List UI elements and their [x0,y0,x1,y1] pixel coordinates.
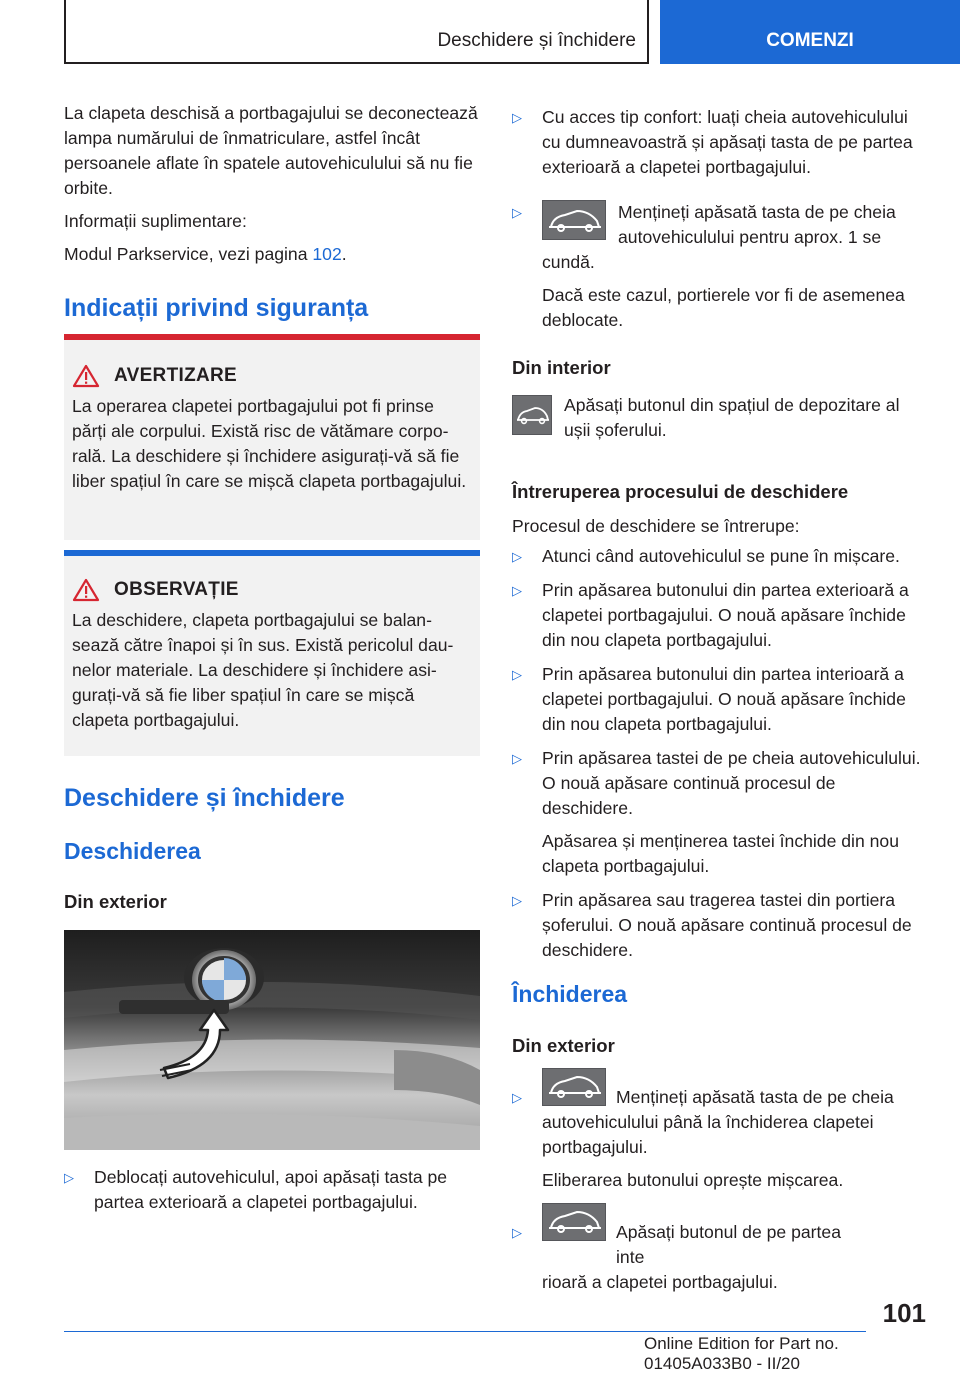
header-divider-right [647,0,649,64]
info-reference-text: Modul Parkservice, vezi pagina [64,244,313,264]
info-reference [64,242,480,267]
header-section-title: Deschidere și închidere [437,30,636,51]
bullet-icon: ▷ [512,549,522,564]
interrupt-heading: Întreruperea procesului de deschidere [512,481,849,502]
bullet-hold-continued: cundă. [542,252,595,272]
interrupt-item: Prin apăsarea sau tragerea tastei din portiera șoferului. O nouă apăsare continuă procesul de deschidere. [542,890,912,960]
from-outside-heading: Din exterior [64,891,167,912]
close-hold-continued: autovehiculului până la închiderea clapetei portbagajului. [542,1112,874,1157]
close-outside-heading: Din exterior [512,1035,615,1056]
trunk-button-photo [64,930,480,1150]
notice-text: La deschidere, clapeta portbagajului se balansează către înapoi și în sus. Există pericolul daunelor materiale. La deschidere și închidere asigurați-vă să fie liber spațiul în care se mișcă clapeta portbagajului. [72,610,454,730]
list-item [512,1068,928,1193]
bullet-hold-note: Dacă este cazul, portierele vor fi de asemenea deblocate. [542,285,905,330]
opening-heading: Deschiderea [64,838,201,864]
interrupt-item-note: Apăsarea și menținerea tastei închide din nou clapeta portbagajului. [542,831,899,876]
bullet-hold-text: Mențineți apăsată tasta de pe cheia autovehiculului pentru aprox. 1 se [618,202,896,247]
list-item [512,1203,928,1295]
close-press-text: Apăsați butonul de pe partea inte [616,1222,841,1267]
list-item [512,662,928,737]
interrupt-item: Prin apăsarea tastei de pe cheia autovehiculului. O nouă apăsare continuă procesul de deschidere. [542,748,921,818]
interrupt-item: Atunci când autovehiculul se pune în mișcare. [542,546,900,566]
trunk-illustration [64,930,480,1150]
bullet-icon: ▷ [512,205,522,220]
footer-rule [64,1331,866,1332]
bullet-icon: ▷ [512,893,522,908]
list-item [512,544,928,569]
notice-triangle-icon [72,578,100,602]
list-item [512,746,928,821]
footer-edition: Online Edition for Part no. 01405A033B0 - II/20 [644,1334,839,1373]
interrupt-list [512,544,928,963]
safety-heading: Indicații privind siguranța [64,294,369,322]
notice-header [64,556,480,602]
inside-text: Apăsați butonul din spațiul de depozitare al ușii șoferului. [564,395,900,440]
warning-header [64,340,480,388]
interrupt-intro: Procesul de deschidere se întrerupe: [512,516,800,536]
list-item [512,578,928,653]
interrupt-item: Prin apăsarea butonului din partea interioară a clapetei portbagajului. O nouă apăsare închide din nou clapeta portbagajului. [542,664,906,734]
bullet-icon: ▷ [512,667,522,682]
header-rule [64,62,649,64]
list-item [512,105,928,180]
bullet-icon: ▷ [512,1225,522,1240]
warning-title: AVERTIZARE [114,365,237,386]
bullet-comfort-text: Cu acces tip confort: luați cheia autovehiculului cu dumneavoastră și apăsați tasta de pe partea exterioară a clapetei portbagajului. [542,107,913,177]
list-item [64,1165,480,1215]
bullet-icon: ▷ [512,1090,522,1105]
list-item [512,888,928,963]
inside-instruction [512,393,928,443]
open-close-heading: Deschidere și închidere [64,784,345,812]
notice-title: OBSERVAȚIE [114,579,239,600]
info-label: Informații suplimentare: [64,211,247,231]
intro-paragraph: La clapeta deschisă a portbagajului se deconectează lampa numărului de înmatriculare, astfel încât persoanele aflate în spatele autovehiculului să nu fie orbite. [64,103,478,198]
warning-box [64,334,480,540]
warning-triangle-icon [72,364,100,388]
bullet-icon: ▷ [64,1170,74,1185]
bullet-icon: ▷ [512,583,522,598]
closing-heading: Închiderea [512,981,628,1007]
close-press-continued: rioară a clapetei portbagajului. [542,1272,778,1292]
notice-box [64,550,480,756]
page-header [0,0,960,66]
key-trunk-icon [542,1203,606,1241]
page-link[interactable]: 102 [312,244,342,264]
bullet-icon: ▷ [512,110,522,125]
from-inside-heading: Din interior [512,357,611,378]
key-trunk-icon [542,1068,606,1106]
info-reference-suffix: . [341,244,347,264]
list-item [512,200,928,333]
close-hold-note: Eliberarea butonului oprește mișcarea. [542,1170,844,1190]
intro-block [64,101,480,267]
interrupt-item: Prin apăsarea butonului din partea exterioară a clapetei portbagajului. O nouă apăsare închide din nou clapeta portbagajului. [542,580,909,650]
page-number: 101 [882,1298,926,1328]
door-button-icon [512,395,552,435]
warning-text: La operarea clapetei portbagajului pot fi prinse părți ale corpului. Există risc de vătămare corporală. La deschidere și închidere asigurați-vă să fie liber spațiul în care se mișcă clapeta portbagajului. [72,396,467,491]
bullet-unlock-text: Deblocați autovehiculul, apoi apăsați tasta pe partea exterioară a clapetei portbagajului. [94,1167,448,1212]
bullet-icon: ▷ [512,751,522,766]
header-chapter-tab[interactable]: COMENZI [660,0,960,64]
key-trunk-icon [542,200,606,240]
close-hold-text: Mențineți apăsată tasta de pe cheia [616,1087,894,1107]
